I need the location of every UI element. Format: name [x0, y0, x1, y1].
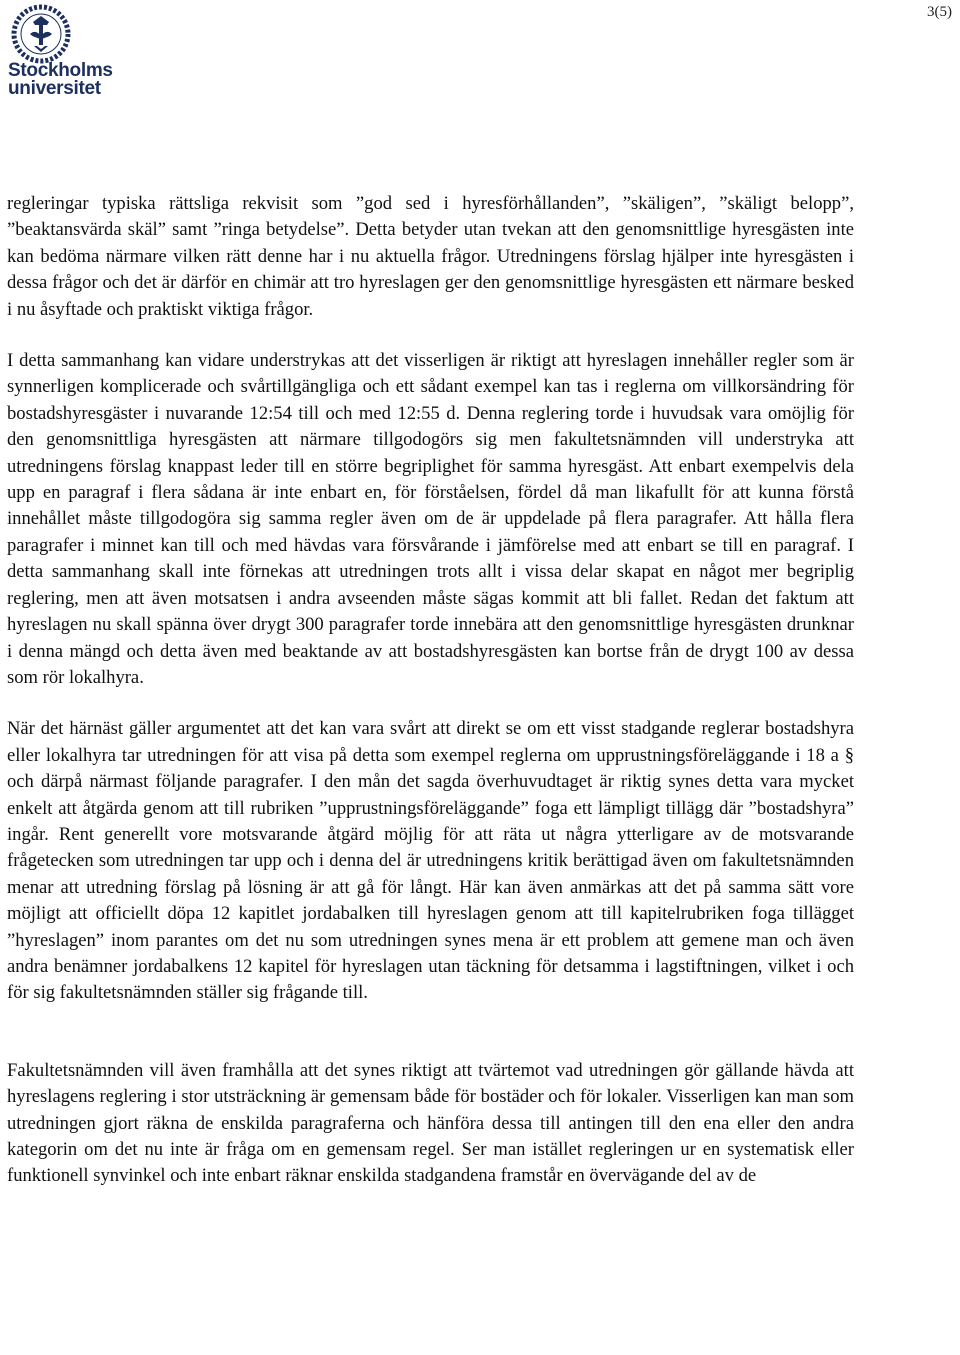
page-number: 3(5)	[927, 4, 952, 20]
university-logo	[6, 4, 126, 98]
paragraph-2: I detta sammanhang kan vidare understrykas att det visserligen är riktigt att hyreslagen innehåller regler som är synnerligen komplicerade och svårtillgängliga och ett sådant exempel kan tas i reglerna om villkorsändring för bostadshyresgäster i nuvarande 12:54 till och med 12:55 d. Denna reglering torde i huvudsak vara omöjlig för den genomsnittliga hyresgästen att närmare tillgodogörs sig men fakultetsnämnden vill understryka att utredningens förslag knappast leder till en större begriplighet för samma hyresgäst. Att enbart exempelvis dela upp en paragraf i flera sådana är inte enbart en, för förståelsen, fördel då man likafullt för att kunna förstå innehållet måste tillgodogöra sig samma regler även om de är uppdelade på flera paragrafer. Att hålla flera paragrafer i minnet kan till och med hävdas vara försvårande i jämförelse med att enbart se till en paragraf. I detta sammanhang skall inte förnekas att utredningen trots allt i vissa delar skapat en något mer begriplig reglering, men att även motsatsen i andra avseenden måste sägas kommit att bli fallet. Redan det faktum att hyreslagen nu skall spänna över drygt 300 paragrafer torde innebära att den genomsnittlige hyresgästen drunknar i denna mängd och detta även med beaktande av att bostadshyresgästen kan bortse från de drygt 100 av dessa som rör lokalhyra.	[7, 350, 854, 688]
university-seal-icon	[6, 4, 76, 66]
logo-line-1: Stockholms	[8, 60, 113, 81]
logo-line-2: universitet	[8, 78, 101, 99]
paragraph-4: Fakultetsnämnden vill även framhålla att det synes riktigt att tvärtemot vad utredningen gör gällande hävda att hyreslagens reglering i stor utsträckning är gemensam både för bostäder och för lokaler. Visserligen kan man som utredningen gjort räkna de enskilda paragraferna och hänföra dessa till antingen till den ena eller den andra kategorin om det nu inte är fråga om en gemensam regel. Ser man istället regleringen ur en systematisk eller funktionell synvinkel och inte enbart räknar enskilda stadgandena framstår en övervägande del av de	[7, 1059, 854, 1187]
paragraph-3: När det härnäst gäller argumentet att det kan vara svårt att direkt se om ett visst stadgande reglerar bostadshyra eller lokalhyra tar utredningen för att visa på detta som exempel reglerna om upprustningsföreläggande i 18 a § och därpå närmast följande paragrafer. I den mån det sagda överhuvudtaget är riktig synes detta vara mycket enkelt att åtgärda genom att till rubriken ”upprustningsföreläggande” foga ett lämpligt tillägg där ”bostadshyra” ingår. Rent generellt vore motsvarande åtgärd möjlig för att räta ut några ytterligare av de motsvarande frågetecken som utredningen tar upp och i denna del är utredningens kritik berättigad även om fakultetsnämnden menar att utredning förslag på lösning är att gå för långt. Här kan även anmärkas att det på samma sätt vore möjligt att officiellt döpa 12 kapitlet jordabalken till hyreslagen genom att till kapitelrubriken foga tillägget ”hyreslagen” inom parantes om det nu som utredningen synes mena är ett problem att gemene man och även andra benämner jordabalkens 12 kapitel för hyreslagen utan täckning för detsamma i lagstiftningen, vilket i och för sig fakultetsnämnden ställer sig frågande till.	[7, 718, 854, 1004]
logo-wordmark	[8, 62, 113, 98]
document-body	[7, 191, 854, 1190]
paragraph-1: regleringar typiska rättsliga rekvisit som ”god sed i hyresförhållanden”, ”skäligen”, ”skäligt belopp”, ”beaktansvärda skäl” samt ”ringa betydelse”. Detta betyder utan tvekan att den genomsnittlige hyresgästen inte kan bedöma närmare vilken rätt denne har i nu aktuella frågor. Utredningens förslag hjälper inte hyresgästen i dessa frågor och det är därför en chimär att tro hyreslagen ger den genomsnittlige hyresgästen ett närmare besked i nu åsyftade och praktiskt viktiga frågor.	[7, 193, 854, 320]
